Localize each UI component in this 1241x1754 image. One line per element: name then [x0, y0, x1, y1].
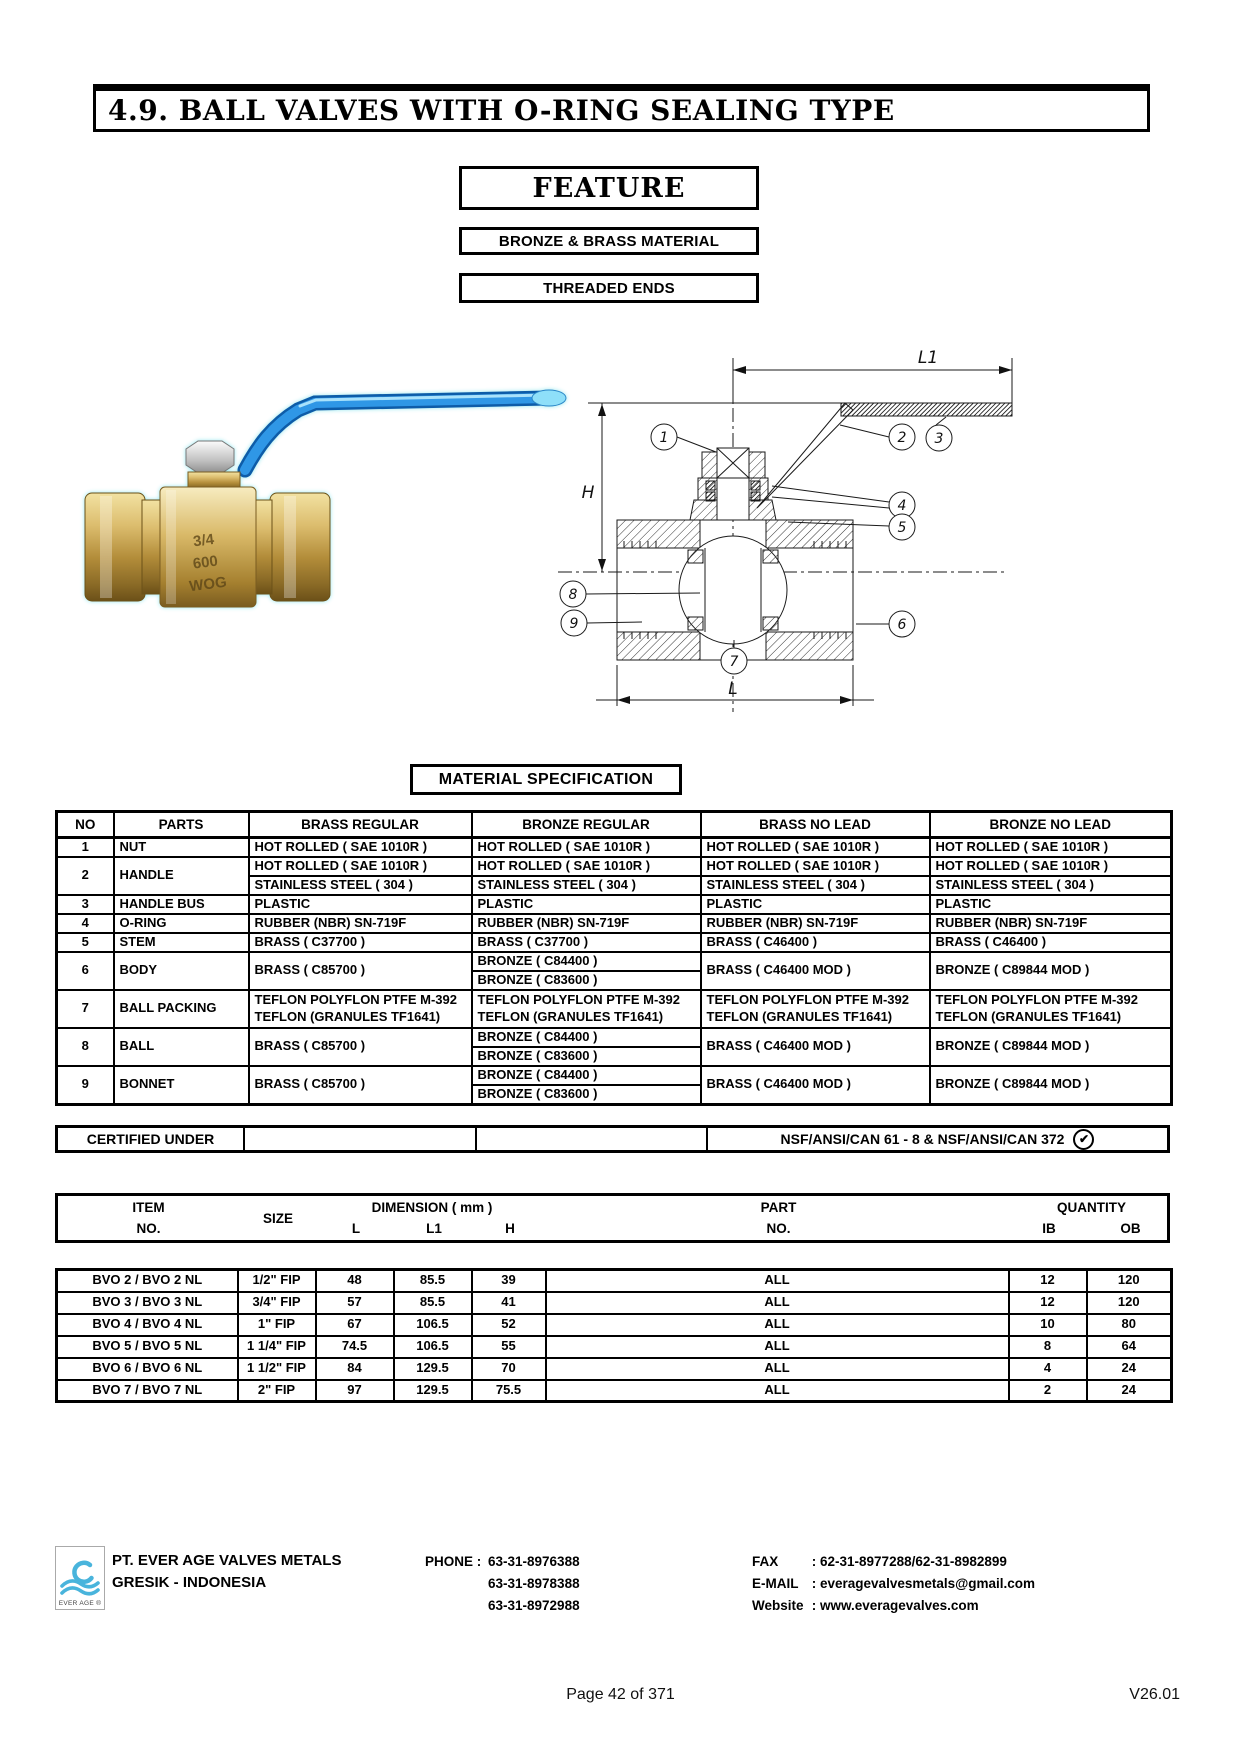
feature-item-material-box	[459, 227, 759, 255]
l1-arrow-right	[999, 366, 1012, 374]
table-cell: BRONZE REGULAR	[472, 812, 701, 838]
table-cell: PLASTIC	[472, 895, 701, 914]
table-cell: STEM	[114, 933, 249, 952]
table-cell: 39	[472, 1270, 546, 1292]
table-cell: 57	[316, 1292, 394, 1314]
col-size: SIZE	[262, 1211, 293, 1226]
company-city: GRESIK - INDONESIA	[112, 1574, 267, 1591]
table	[55, 810, 1173, 1106]
table-cell: 129.5	[394, 1358, 472, 1380]
certified-value: NSF/ANSI/CAN 61 - 8 & NSF/ANSI/CAN 372	[780, 1131, 1065, 1147]
table-cell: 4	[57, 914, 114, 933]
valve-handle-grip-tip	[532, 390, 566, 406]
table-cell: HOT ROLLED ( SAE 1010R )	[472, 857, 701, 876]
certified-empty-cell-1	[245, 1128, 477, 1150]
table-cell: BRASS ( C46400 )	[701, 933, 930, 952]
valve-right-coupling	[270, 493, 330, 601]
handle-arm	[757, 403, 853, 508]
dimension-data-table	[55, 1268, 1176, 1403]
o-ring-br	[751, 492, 760, 501]
table-cell: PLASTIC	[930, 895, 1172, 914]
material-spec-heading-box	[410, 764, 682, 795]
table-cell: 120	[1087, 1270, 1172, 1292]
table-cell: 24	[1087, 1358, 1172, 1380]
table-cell: HOT ROLLED ( SAE 1010R )	[472, 838, 701, 857]
certified-value-cell	[708, 1128, 1167, 1150]
table-cell: PLASTIC	[701, 895, 930, 914]
table-cell: HOT ROLLED ( SAE 1010R )	[930, 838, 1172, 857]
table-cell: 3/4" FIP	[238, 1292, 316, 1314]
col-quantity: QUANTITY	[1057, 1200, 1126, 1215]
table-cell: RUBBER (NBR) SN-719F	[701, 914, 930, 933]
dim-label-h: H	[581, 483, 595, 503]
table-cell: 41	[472, 1292, 546, 1314]
table-cell: BRONZE ( C83600 )	[472, 1085, 701, 1104]
table-cell: BRASS ( C37700 )	[249, 933, 472, 952]
email-label: E-MAIL	[752, 1576, 799, 1591]
table-cell: BVO 2 / BVO 2 NL	[57, 1270, 238, 1292]
table-cell: BVO 7 / BVO 7 NL	[57, 1380, 238, 1402]
table-cell: 84	[316, 1358, 394, 1380]
table-cell: 129.5	[394, 1380, 472, 1402]
table-cell: 2" FIP	[238, 1380, 316, 1402]
col-h: H	[505, 1221, 515, 1236]
certification-check-icon: ✔	[1073, 1129, 1094, 1150]
table-cell: 70	[472, 1358, 546, 1380]
stem-channel	[717, 478, 749, 520]
table-cell: PARTS	[114, 812, 249, 838]
table-cell: 2	[1009, 1380, 1087, 1402]
table-cell: HANDLE	[114, 857, 249, 895]
table-cell: 64	[1087, 1336, 1172, 1358]
table-cell: RUBBER (NBR) SN-719F	[249, 914, 472, 933]
callout-3: 3	[934, 431, 944, 447]
h-arrow-top	[598, 404, 606, 416]
table-cell: 74.5	[316, 1336, 394, 1358]
leader-9	[587, 622, 642, 623]
valve-left-coupling	[85, 493, 145, 601]
col-item-no: NO.	[136, 1221, 161, 1236]
table-cell: 55	[472, 1336, 546, 1358]
table-cell: BRONZE ( C89844 MOD )	[930, 1028, 1172, 1066]
callout-7: 7	[729, 654, 739, 670]
table-cell: 6	[57, 952, 114, 990]
table-cell: ALL	[546, 1270, 1009, 1292]
callout-6: 6	[897, 617, 907, 633]
table-cell: BRONZE ( C84400 )	[472, 952, 701, 971]
leader-3	[936, 417, 946, 425]
table-cell: BVO 4 / BVO 4 NL	[57, 1314, 238, 1336]
certified-under-bar	[55, 1125, 1170, 1153]
fax-label: FAX	[752, 1554, 779, 1569]
page-number: Page 42 of 371	[566, 1686, 675, 1703]
table-cell: O-RING	[114, 914, 249, 933]
o-ring-bl	[706, 492, 715, 501]
callout-4: 4	[897, 498, 907, 514]
callout-2: 2	[897, 430, 907, 446]
certified-empty-cell-2	[477, 1128, 708, 1150]
col-ob: OB	[1120, 1221, 1141, 1236]
table-cell: HOT ROLLED ( SAE 1010R )	[249, 838, 472, 857]
valve-stem-nut	[186, 441, 234, 473]
band-sheen	[166, 490, 176, 604]
email-value: : everagevalvesmetals@gmail.com	[811, 1576, 1036, 1591]
table-cell: PLASTIC	[249, 895, 472, 914]
table-cell: ALL	[546, 1336, 1009, 1358]
body-hatch-tl	[617, 520, 700, 548]
marking-wog: WOG	[188, 573, 228, 596]
callout-5: 5	[897, 520, 907, 536]
table-cell: ALL	[546, 1380, 1009, 1402]
dim-label-l: L	[728, 679, 738, 699]
table-cell: BRONZE ( C84400 )	[472, 1066, 701, 1085]
phone-1: 63-31-8976388	[488, 1554, 580, 1569]
table-cell: HOT ROLLED ( SAE 1010R )	[701, 857, 930, 876]
col-l: L	[351, 1221, 361, 1236]
feature-item-ends: THREADED ENDS	[543, 279, 675, 297]
table-cell: RUBBER (NBR) SN-719F	[472, 914, 701, 933]
col-part-no: NO.	[766, 1221, 791, 1236]
website-label: Website	[752, 1598, 804, 1613]
leader-1	[677, 437, 716, 452]
table-cell: BRASS ( C85700 )	[249, 952, 472, 990]
table-cell: STAINLESS STEEL ( 304 )	[249, 876, 472, 895]
table-cell: STAINLESS STEEL ( 304 )	[930, 876, 1172, 895]
valve-figure	[50, 295, 1070, 725]
table-cell: 1" FIP	[238, 1314, 316, 1336]
table-cell: 8	[57, 1028, 114, 1066]
table-cell: HOT ROLLED ( SAE 1010R )	[249, 857, 472, 876]
callout-8: 8	[568, 587, 578, 603]
table-cell: BALL PACKING	[114, 990, 249, 1028]
section-title: 4.9. BALL VALVES WITH O-RING SEALING TYPE	[108, 93, 895, 127]
table-cell: 1 1/4" FIP	[238, 1336, 316, 1358]
marking-rating: 600	[191, 552, 219, 573]
table-cell: 48	[316, 1270, 394, 1292]
table-cell: BRONZE ( C83600 )	[472, 971, 701, 990]
marking-size: 3/4	[192, 530, 216, 551]
material-specification-table	[55, 810, 1176, 1106]
table-cell: 4	[1009, 1358, 1087, 1380]
table-cell: 106.5	[394, 1314, 472, 1336]
table-cell: TEFLON POLYFLON PTFE M-392 TEFLON (GRANULES TF1641)	[472, 990, 701, 1028]
table-cell: ALL	[546, 1358, 1009, 1380]
feature-heading-box	[459, 166, 759, 210]
o-ring-tr	[751, 481, 760, 490]
stem-nut-right	[749, 452, 765, 478]
table-cell: BRONZE ( C83600 )	[472, 1047, 701, 1066]
table-cell: NUT	[114, 838, 249, 857]
table-cell: BRONZE ( C89844 MOD )	[930, 1066, 1172, 1104]
stem-nut-left	[702, 452, 717, 478]
dimension-table-header	[55, 1193, 1170, 1243]
company-block	[112, 1550, 341, 1594]
table-cell: BRASS ( C46400 )	[930, 933, 1172, 952]
valve-handle-outline	[245, 398, 549, 470]
phone-3: 63-31-8972988	[488, 1598, 580, 1613]
table-cell: BRASS ( C46400 MOD )	[701, 1066, 930, 1104]
l-arrow-left	[617, 696, 630, 704]
table-cell: 24	[1087, 1380, 1172, 1402]
table-cell: BALL	[114, 1028, 249, 1066]
seat-br	[763, 617, 778, 630]
table-cell: 9	[57, 1066, 114, 1104]
table-cell: TEFLON POLYFLON PTFE M-392 TEFLON (GRANULES TF1641)	[930, 990, 1172, 1028]
table-cell: 120	[1087, 1292, 1172, 1314]
valve-cross-section	[558, 358, 1012, 712]
table-cell: 12	[1009, 1270, 1087, 1292]
handle-bar-section	[841, 403, 1012, 416]
table-cell: 85.5	[394, 1270, 472, 1292]
table-cell: BRASS ( C46400 MOD )	[701, 952, 930, 990]
table-cell: TEFLON POLYFLON PTFE M-392 TEFLON (GRANULES TF1641)	[701, 990, 930, 1028]
seat-bl	[688, 617, 703, 630]
phone-numbers	[488, 1551, 580, 1617]
body-sheen-right	[284, 496, 296, 598]
table-cell: 2	[57, 857, 114, 895]
table-cell: 80	[1087, 1314, 1172, 1336]
seat-tl	[688, 550, 703, 563]
section-title-box	[93, 84, 1150, 132]
table-cell: ALL	[546, 1314, 1009, 1336]
table-cell: 1 1/2" FIP	[238, 1358, 316, 1380]
feature-heading: FEATURE	[532, 172, 686, 204]
table-cell: HOT ROLLED ( SAE 1010R )	[701, 838, 930, 857]
body-hatch-bl	[617, 632, 700, 660]
col-ib: IB	[1042, 1221, 1056, 1236]
table-cell: STAINLESS STEEL ( 304 )	[701, 876, 930, 895]
logo-caption: EVER AGE ®	[58, 1600, 102, 1607]
table-cell: 75.5	[472, 1380, 546, 1402]
table-cell: BRASS ( C46400 MOD )	[701, 1028, 930, 1066]
leader-2	[840, 425, 889, 437]
table	[55, 1268, 1173, 1403]
table-cell: ALL	[546, 1292, 1009, 1314]
table-cell: BVO 3 / BVO 3 NL	[57, 1292, 238, 1314]
seat-tr	[763, 550, 778, 563]
table-cell: 10	[1009, 1314, 1087, 1336]
table-cell: BRONZE NO LEAD	[930, 812, 1172, 838]
table-cell: 67	[316, 1314, 394, 1336]
phone-2: 63-31-8978388	[488, 1576, 580, 1591]
table-cell: BRASS NO LEAD	[701, 812, 930, 838]
body-sheen-left	[100, 496, 112, 598]
contact-block	[752, 1551, 1035, 1617]
table-cell: BODY	[114, 952, 249, 990]
leader-4	[772, 486, 889, 508]
col-item: ITEM	[132, 1200, 165, 1215]
table-cell: BRASS ( C85700 )	[249, 1028, 472, 1066]
table-cell: BRASS ( C37700 )	[472, 933, 701, 952]
table-cell: 3	[57, 895, 114, 914]
company-name: PT. EVER AGE VALVES METALS	[112, 1552, 342, 1569]
table-cell: STAINLESS STEEL ( 304 )	[472, 876, 701, 895]
table-cell: BVO 5 / BVO 5 NL	[57, 1336, 238, 1358]
col-dimension: DIMENSION ( mm )	[371, 1200, 493, 1215]
table-cell: 8	[1009, 1336, 1087, 1358]
l1-arrow-left	[733, 366, 746, 374]
version-label: V26.01	[1129, 1686, 1180, 1703]
callout-1: 1	[659, 430, 669, 446]
email-line	[752, 1573, 1035, 1595]
website-value: : www.everagevalves.com	[811, 1598, 979, 1613]
table-cell: 106.5	[394, 1336, 472, 1358]
table-cell: 85.5	[394, 1292, 472, 1314]
material-spec-heading: MATERIAL SPECIFICATION	[438, 770, 654, 788]
body-hatch-br	[766, 632, 853, 660]
fax-line	[752, 1551, 1035, 1573]
table-cell: 12	[1009, 1292, 1087, 1314]
certified-under-label-cell	[58, 1128, 245, 1150]
website-line	[752, 1595, 1035, 1617]
table-cell: 7	[57, 990, 114, 1028]
table-cell: NO	[57, 812, 114, 838]
table-cell: HANDLE BUS	[114, 895, 249, 914]
valve-photo	[85, 390, 566, 607]
table-cell: 5	[57, 933, 114, 952]
table-cell: RUBBER (NBR) SN-719F	[930, 914, 1172, 933]
o-ring-tl	[706, 481, 715, 490]
l-arrow-right	[840, 696, 853, 704]
table-cell: 52	[472, 1314, 546, 1336]
table-cell: BRASS REGULAR	[249, 812, 472, 838]
col-part: PART	[760, 1200, 797, 1215]
certified-under-label: CERTIFIED UNDER	[86, 1131, 215, 1147]
table-cell: BONNET	[114, 1066, 249, 1104]
table-cell: 1/2" FIP	[238, 1270, 316, 1292]
table-cell: 97	[316, 1380, 394, 1402]
everage-logo-icon	[57, 1558, 103, 1600]
table-cell: TEFLON POLYFLON PTFE M-392 TEFLON (GRANULES TF1641)	[249, 990, 472, 1028]
phone-label: PHONE :	[425, 1554, 482, 1569]
table-cell: 1	[57, 838, 114, 857]
table-cell: HOT ROLLED ( SAE 1010R )	[930, 857, 1172, 876]
table-cell: BRONZE ( C84400 )	[472, 1028, 701, 1047]
company-logo	[55, 1546, 105, 1610]
feature-item-material: BRONZE & BRASS MATERIAL	[498, 232, 720, 250]
fax-value: : 62-31-8977288/62-31-8982899	[811, 1554, 1007, 1569]
table-cell: BRASS ( C85700 )	[249, 1066, 472, 1104]
h-arrow-bottom	[598, 559, 606, 571]
table-cell: BRONZE ( C89844 MOD )	[930, 952, 1172, 990]
callout-9: 9	[569, 616, 579, 632]
col-l1: L1	[426, 1221, 442, 1236]
table-cell: BVO 6 / BVO 6 NL	[57, 1358, 238, 1380]
dim-label-l1: L1	[917, 348, 939, 368]
